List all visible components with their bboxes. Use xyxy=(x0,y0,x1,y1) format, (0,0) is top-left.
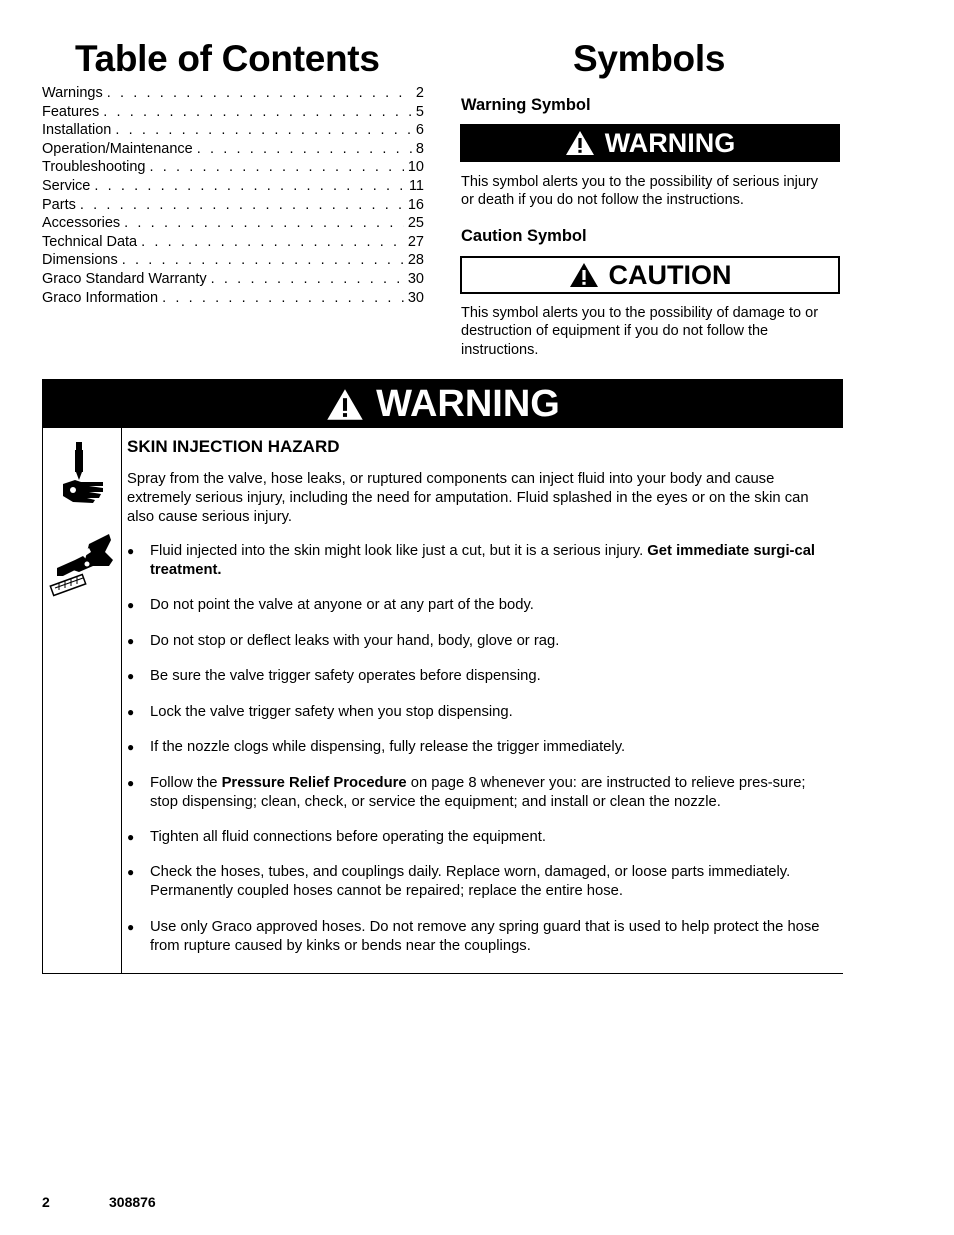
toc-entry[interactable]: Warnings . . . 2 xyxy=(42,84,424,103)
hazard-bullet: ● Use only Graco approved hoses. Do not remove any spring guard that is used to help protect the hose from rupture caused by kinks or bends near the couplings. xyxy=(127,918,835,955)
document-number: 308876 xyxy=(109,1194,156,1210)
fluid-injection-hand-icon xyxy=(59,440,107,504)
toc-entry[interactable]: Technical Data . . . 27 xyxy=(42,233,424,252)
hazard-icon-column xyxy=(43,428,122,973)
hazard-bullet: ● Do not point the valve at anyone or at any part of the body. xyxy=(127,596,835,615)
warning-symbol-description: This symbol alerts you to the possibility of serious injury or death if you do not follow the instructions. xyxy=(461,174,819,209)
caution-symbol-description: This symbol alerts you to the possibility of damage to or destruction of equipment if you do not follow the instructions. xyxy=(461,305,819,358)
warning-symbol-banner: WARNING xyxy=(460,124,840,162)
hazard-intro: Spray from the valve, hose leaks, or ruptured components can inject fluid into your body and cause extremely serious injury, including the need for amputation. Fluid splashed in the eyes or on the skin can also cause serious injury. xyxy=(127,471,809,525)
hazard-bullet: ● Check the hoses, tubes, and couplings daily. Replace worn, damaged, or loose parts immediately. Permanently coupled hoses cannot be repaired; replace the entire hose. xyxy=(127,863,835,900)
toc-entry[interactable]: Parts . . . 16 xyxy=(42,196,424,215)
toc-entry[interactable]: Graco Standard Warranty . . . 30 xyxy=(42,270,424,289)
hazard-title: SKIN INJECTION HAZARD xyxy=(127,437,340,456)
hazard-bullet: ● Lock the valve trigger safety when you stop dispensing. xyxy=(127,703,835,722)
toc-entry[interactable]: Accessories . . . 25 xyxy=(42,214,424,233)
warning-box-header: WARNING xyxy=(43,380,843,428)
hazard-bullet: ● If the nozzle clogs while dispensing, fully release the trigger immediately. xyxy=(127,738,835,757)
toc-entry[interactable]: Installation . . . 6 xyxy=(42,121,424,140)
hazard-bullet: ● Follow the Pressure Relief Procedure on page 8 whenever you: are instructed to relieve pres-sure; stop dispensing; clean, check, or service the equipment; and install or clean the nozzle. xyxy=(127,774,835,811)
warning-symbol-heading: Warning Symbol xyxy=(461,96,591,114)
symbols-title: Symbols xyxy=(573,38,726,79)
toc-list xyxy=(42,84,424,307)
caution-triangle-icon xyxy=(569,262,599,288)
toc-entry[interactable]: Dimensions . . . 28 xyxy=(42,251,424,270)
page-number: 2 xyxy=(42,1194,50,1210)
skin-injection-warning-box xyxy=(42,379,843,974)
warning-triangle-icon xyxy=(565,130,595,156)
toc-entry[interactable]: Features . . . 5 xyxy=(42,103,424,122)
spray-gun-hand-icon xyxy=(49,530,117,598)
caution-symbol-heading: Caution Symbol xyxy=(461,227,587,245)
toc-entry[interactable]: Service . . . 11 xyxy=(42,177,424,196)
toc-entry[interactable]: Troubleshooting . . . 10 xyxy=(42,158,424,177)
toc-title: Table of Contents xyxy=(75,38,380,79)
hazard-bullet: ● Do not stop or deflect leaks with your hand, body, glove or rag. xyxy=(127,632,835,651)
hazard-bullet: ● Be sure the valve trigger safety operates before dispensing. xyxy=(127,667,835,686)
warning-triangle-icon xyxy=(326,388,364,421)
caution-symbol-banner: CAUTION xyxy=(460,256,840,294)
toc-entry[interactable]: Graco Information . . . 30 xyxy=(42,289,424,308)
hazard-bullet: ● Tighten all fluid connections before operating the equipment. xyxy=(127,828,835,847)
hazard-bullet: ● Fluid injected into the skin might look like just a cut, but it is a serious injury. Get immediate surgi-cal treatment. xyxy=(127,542,835,579)
toc-entry[interactable]: Operation/Maintenance . . . 8 xyxy=(42,140,424,159)
